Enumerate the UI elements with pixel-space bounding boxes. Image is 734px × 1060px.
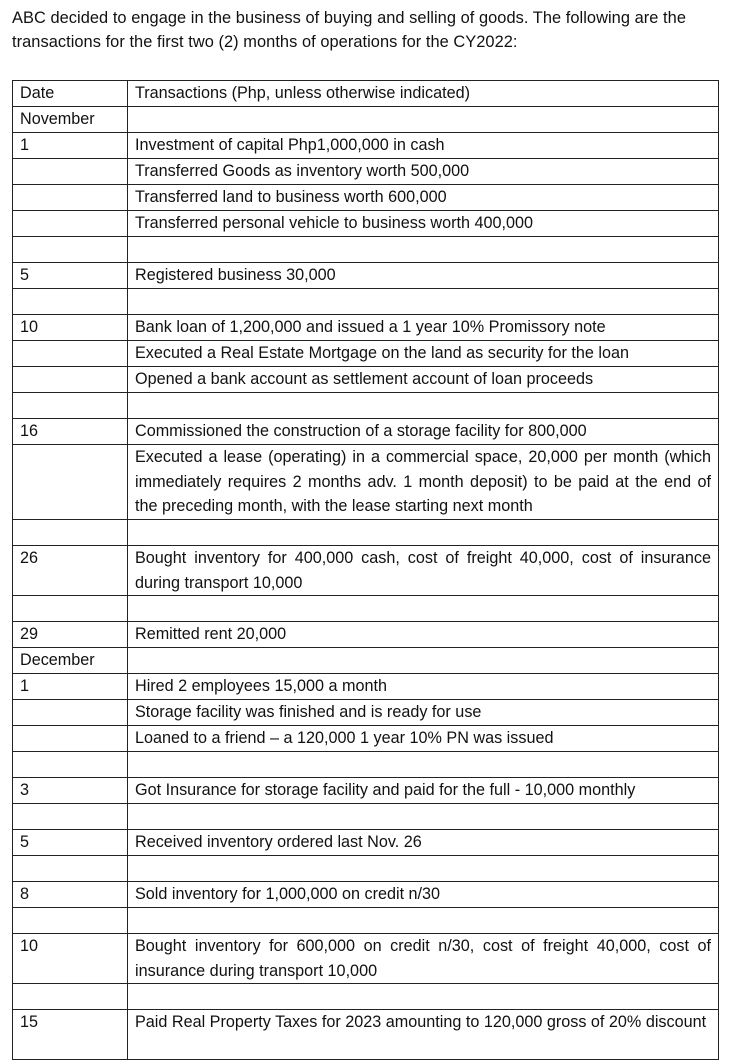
- row-transaction: [128, 856, 719, 882]
- table-row: [13, 289, 719, 315]
- row-date: December: [13, 648, 128, 674]
- row-transaction: Investment of capital Php1,000,000 in cash: [128, 133, 719, 159]
- table-row: [13, 546, 719, 596]
- row-transaction: Storage facility was finished and is ready for use: [128, 700, 719, 726]
- row-transaction: Executed a Real Estate Mortgage on the land as security for the loan: [128, 341, 719, 367]
- row-date: [13, 211, 128, 237]
- row-transaction: Received inventory ordered last Nov. 26: [128, 830, 719, 856]
- table-row: [13, 908, 719, 934]
- table-row: [13, 107, 719, 133]
- table-row: [13, 700, 719, 726]
- row-transaction: [128, 393, 719, 419]
- row-transaction: Transferred personal vehicle to business worth 400,000: [128, 211, 719, 237]
- table-row: [13, 882, 719, 908]
- row-date: [13, 804, 128, 830]
- row-date: [13, 700, 128, 726]
- table-row: [13, 648, 719, 674]
- table-row: [13, 804, 719, 830]
- table-row: [13, 211, 719, 237]
- row-date: [13, 445, 128, 520]
- table-row: [13, 726, 719, 752]
- intro-paragraph: ABC decided to engage in the business of buying and selling of goods. The following are the transactions for the first two (2) months of operations for the CY2022:: [12, 9, 686, 51]
- row-date: 10: [13, 315, 128, 341]
- table-row: [13, 856, 719, 882]
- table-row: [13, 263, 719, 289]
- row-date: [13, 520, 128, 546]
- row-date: 5: [13, 263, 128, 289]
- row-date: [13, 237, 128, 263]
- row-date: [13, 367, 128, 393]
- row-transaction: Registered business 30,000: [128, 263, 719, 289]
- row-date: 3: [13, 778, 128, 804]
- row-date: [13, 159, 128, 185]
- row-transaction: [128, 520, 719, 546]
- table-row: [13, 237, 719, 263]
- transactions-table: [12, 80, 719, 1060]
- row-date: November: [13, 107, 128, 133]
- row-transaction: Executed a lease (operating) in a commercial space, 20,000 per month (which immediately requires 2 months adv. 1 month deposit) to be paid at the end of the preceding month, with the lease starting next month: [128, 445, 719, 520]
- row-transaction: [128, 908, 719, 934]
- row-transaction: Remitted rent 20,000: [128, 622, 719, 648]
- table-row: [13, 1010, 719, 1060]
- row-date: [13, 726, 128, 752]
- row-date: [13, 856, 128, 882]
- table-row: [13, 419, 719, 445]
- table-row: [13, 133, 719, 159]
- row-date: [13, 289, 128, 315]
- row-transaction: Sold inventory for 1,000,000 on credit n/30: [128, 882, 719, 908]
- table-row: [13, 596, 719, 622]
- header-transactions: Transactions (Php, unless otherwise indicated): [128, 81, 719, 107]
- row-transaction: [128, 289, 719, 315]
- row-transaction: Bank loan of 1,200,000 and issued a 1 year 10% Promissory note: [128, 315, 719, 341]
- table-row: [13, 752, 719, 778]
- row-date: 5: [13, 830, 128, 856]
- row-transaction: [128, 107, 719, 133]
- table-row: [13, 445, 719, 520]
- row-transaction: Loaned to a friend – a 120,000 1 year 10% PN was issued: [128, 726, 719, 752]
- row-transaction: Bought inventory for 400,000 cash, cost of freight 40,000, cost of insurance during transport 10,000: [128, 546, 719, 596]
- table-row: [13, 984, 719, 1010]
- row-date: 29: [13, 622, 128, 648]
- row-date: [13, 752, 128, 778]
- table-row: [13, 622, 719, 648]
- row-date: [13, 908, 128, 934]
- row-transaction: [128, 804, 719, 830]
- table-row: [13, 315, 719, 341]
- row-date: [13, 341, 128, 367]
- row-transaction: Got Insurance for storage facility and paid for the full - 10,000 monthly: [128, 778, 719, 804]
- table-row: [13, 393, 719, 419]
- table-row: [13, 185, 719, 211]
- table-row: [13, 367, 719, 393]
- table-row: [13, 778, 719, 804]
- row-transaction: [128, 752, 719, 778]
- row-date: [13, 393, 128, 419]
- row-date: 10: [13, 934, 128, 984]
- row-transaction: [128, 648, 719, 674]
- row-transaction: Paid Real Property Taxes for 2023 amounting to 120,000 gross of 20% discount: [128, 1010, 719, 1060]
- row-date: 1: [13, 674, 128, 700]
- row-transaction: [128, 237, 719, 263]
- row-transaction: [128, 984, 719, 1010]
- row-date: 8: [13, 882, 128, 908]
- row-transaction: Opened a bank account as settlement account of loan proceeds: [128, 367, 719, 393]
- table-row: [13, 934, 719, 984]
- table-row: [13, 830, 719, 856]
- header-date: Date: [13, 81, 128, 107]
- row-transaction: Bought inventory for 600,000 on credit n/30, cost of freight 40,000, cost of insurance during transport 10,000: [128, 934, 719, 984]
- table-header-row: [13, 81, 719, 107]
- transactions-table-body: [13, 81, 719, 1060]
- row-date: [13, 185, 128, 211]
- row-transaction: Transferred land to business worth 600,000: [128, 185, 719, 211]
- row-date: 16: [13, 419, 128, 445]
- table-row: [13, 520, 719, 546]
- row-transaction: Transferred Goods as inventory worth 500,000: [128, 159, 719, 185]
- row-date: 1: [13, 133, 128, 159]
- table-row: [13, 341, 719, 367]
- table-row: [13, 159, 719, 185]
- row-transaction: Commissioned the construction of a storage facility for 800,000: [128, 419, 719, 445]
- row-transaction: Hired 2 employees 15,000 a month: [128, 674, 719, 700]
- row-date: 26: [13, 546, 128, 596]
- row-date: [13, 596, 128, 622]
- row-date: 15: [13, 1010, 128, 1060]
- table-row: [13, 674, 719, 700]
- row-transaction: [128, 596, 719, 622]
- row-date: [13, 984, 128, 1010]
